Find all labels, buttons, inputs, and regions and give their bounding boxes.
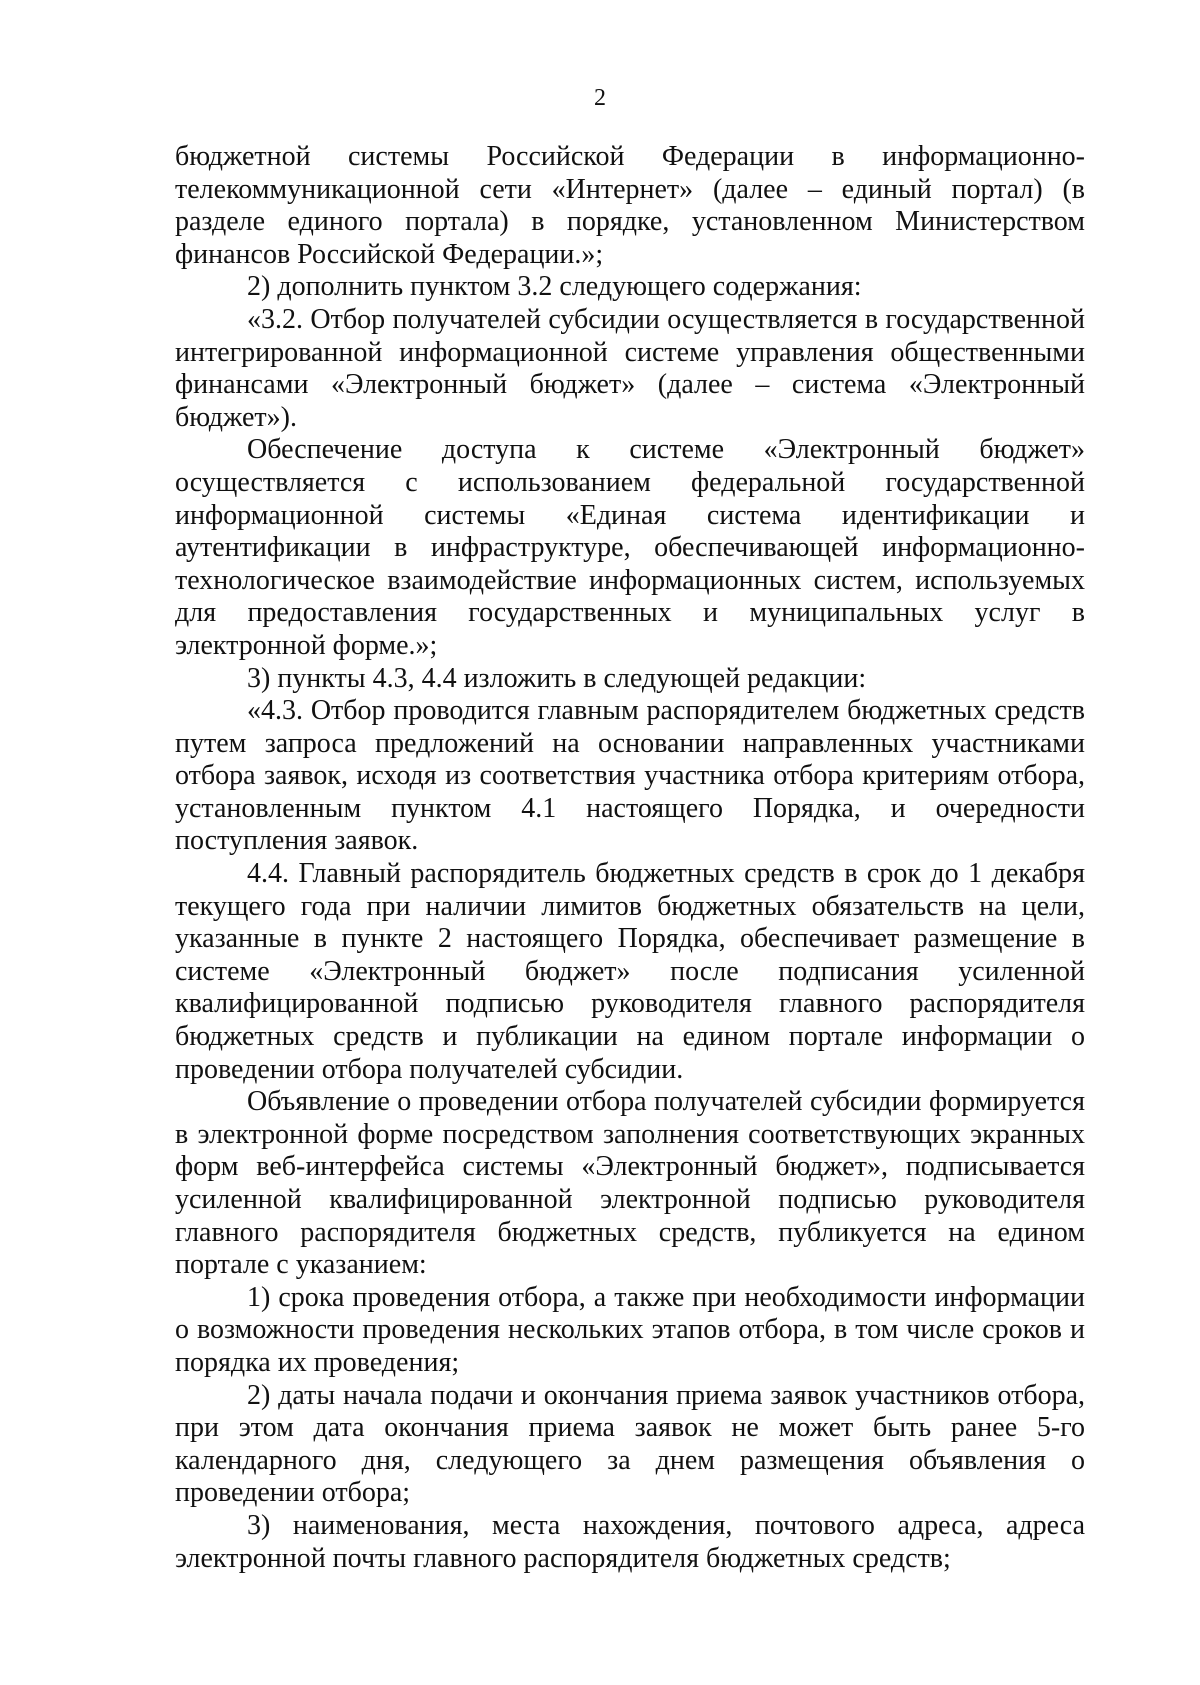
page-number: 2 — [594, 85, 606, 111]
paragraph-5: 3) пункты 4.3, 4.4 изложить в следующей редакции: — [247, 662, 867, 694]
paragraph-2: 2) дополнить пунктом 3.2 следующего содержания: — [247, 271, 862, 303]
paragraph-6: «4.3. Отбор проводится главным распорядителем бюджетных средств путем запроса предложений на основании направленных участниками отбора заявок, исходя из соответствия участника отбора критериям отбора, установленным пунктом 4.1 настоящего Порядка, и очередности поступления заявок. — [175, 695, 1085, 857]
paragraph-1: бюджетной системы Российской Федерации в информационно-телекоммуникационной сети «Интернет» (далее – единый портал) (в разделе единого портала) в порядке, установленном Министерством финансов Российской Федерации.»; — [175, 141, 1085, 270]
paragraph-11: 3) наименования, места нахождения, почтового адреса, адреса электронной почты главного распорядителя бюджетных средств; — [175, 1509, 1085, 1574]
paragraph-8: Объявление о проведении отбора получателей субсидии формируется в электронной форме посредством заполнения соответствующих экранных форм веб-интерфейса системы «Электронный бюджет», подписывается усиленной квалифицированной электронной подписью руководителя главного распорядителя бюджетных средств, публикуется на едином портале с указанием: — [175, 1086, 1085, 1281]
paragraph-4: Обеспечение доступа к системе «Электронный бюджет» осуществляется с использованием федеральной государственной информационной системы «Единая система идентификации и аутентификации в инфраструктуре, обеспечивающей информационно-технологическое взаимодействие информационных систем, используемых для предоставления государственных и муниципальных услуг в электронной форме.»; — [175, 434, 1085, 661]
paragraph-10: 2) даты начала подачи и окончания приема заявок участников отбора, при этом дата окончания приема заявок не может быть ранее 5-го календарного дня, следующего за днем размещения объявления о проведении отбора; — [175, 1379, 1085, 1509]
document-body — [175, 141, 1085, 1575]
paragraph-7: 4.4. Главный распорядитель бюджетных средств в срок до 1 декабря текущего года при наличии лимитов бюджетных обязательств на цели, указанные в пункте 2 настоящего Порядка, обеспечивает размещение в системе «Электронный бюджет» после подписания усиленной квалифицированной подписью руководителя главного распорядителя бюджетных средств и публикации на едином портале информации о проведении отбора получателей субсидии. — [175, 858, 1085, 1085]
paragraph-9: 1) срока проведения отбора, а также при необходимости информации о возможности проведения нескольких этапов отбора, в том числе сроков и порядка их проведения; — [175, 1281, 1085, 1378]
paragraph-3: «3.2. Отбор получателей субсидии осуществляется в государственной интегрированной информационной системе управления общественными финансами «Электронный бюджет» (далее – система «Электронный бюджет»). — [175, 303, 1085, 433]
